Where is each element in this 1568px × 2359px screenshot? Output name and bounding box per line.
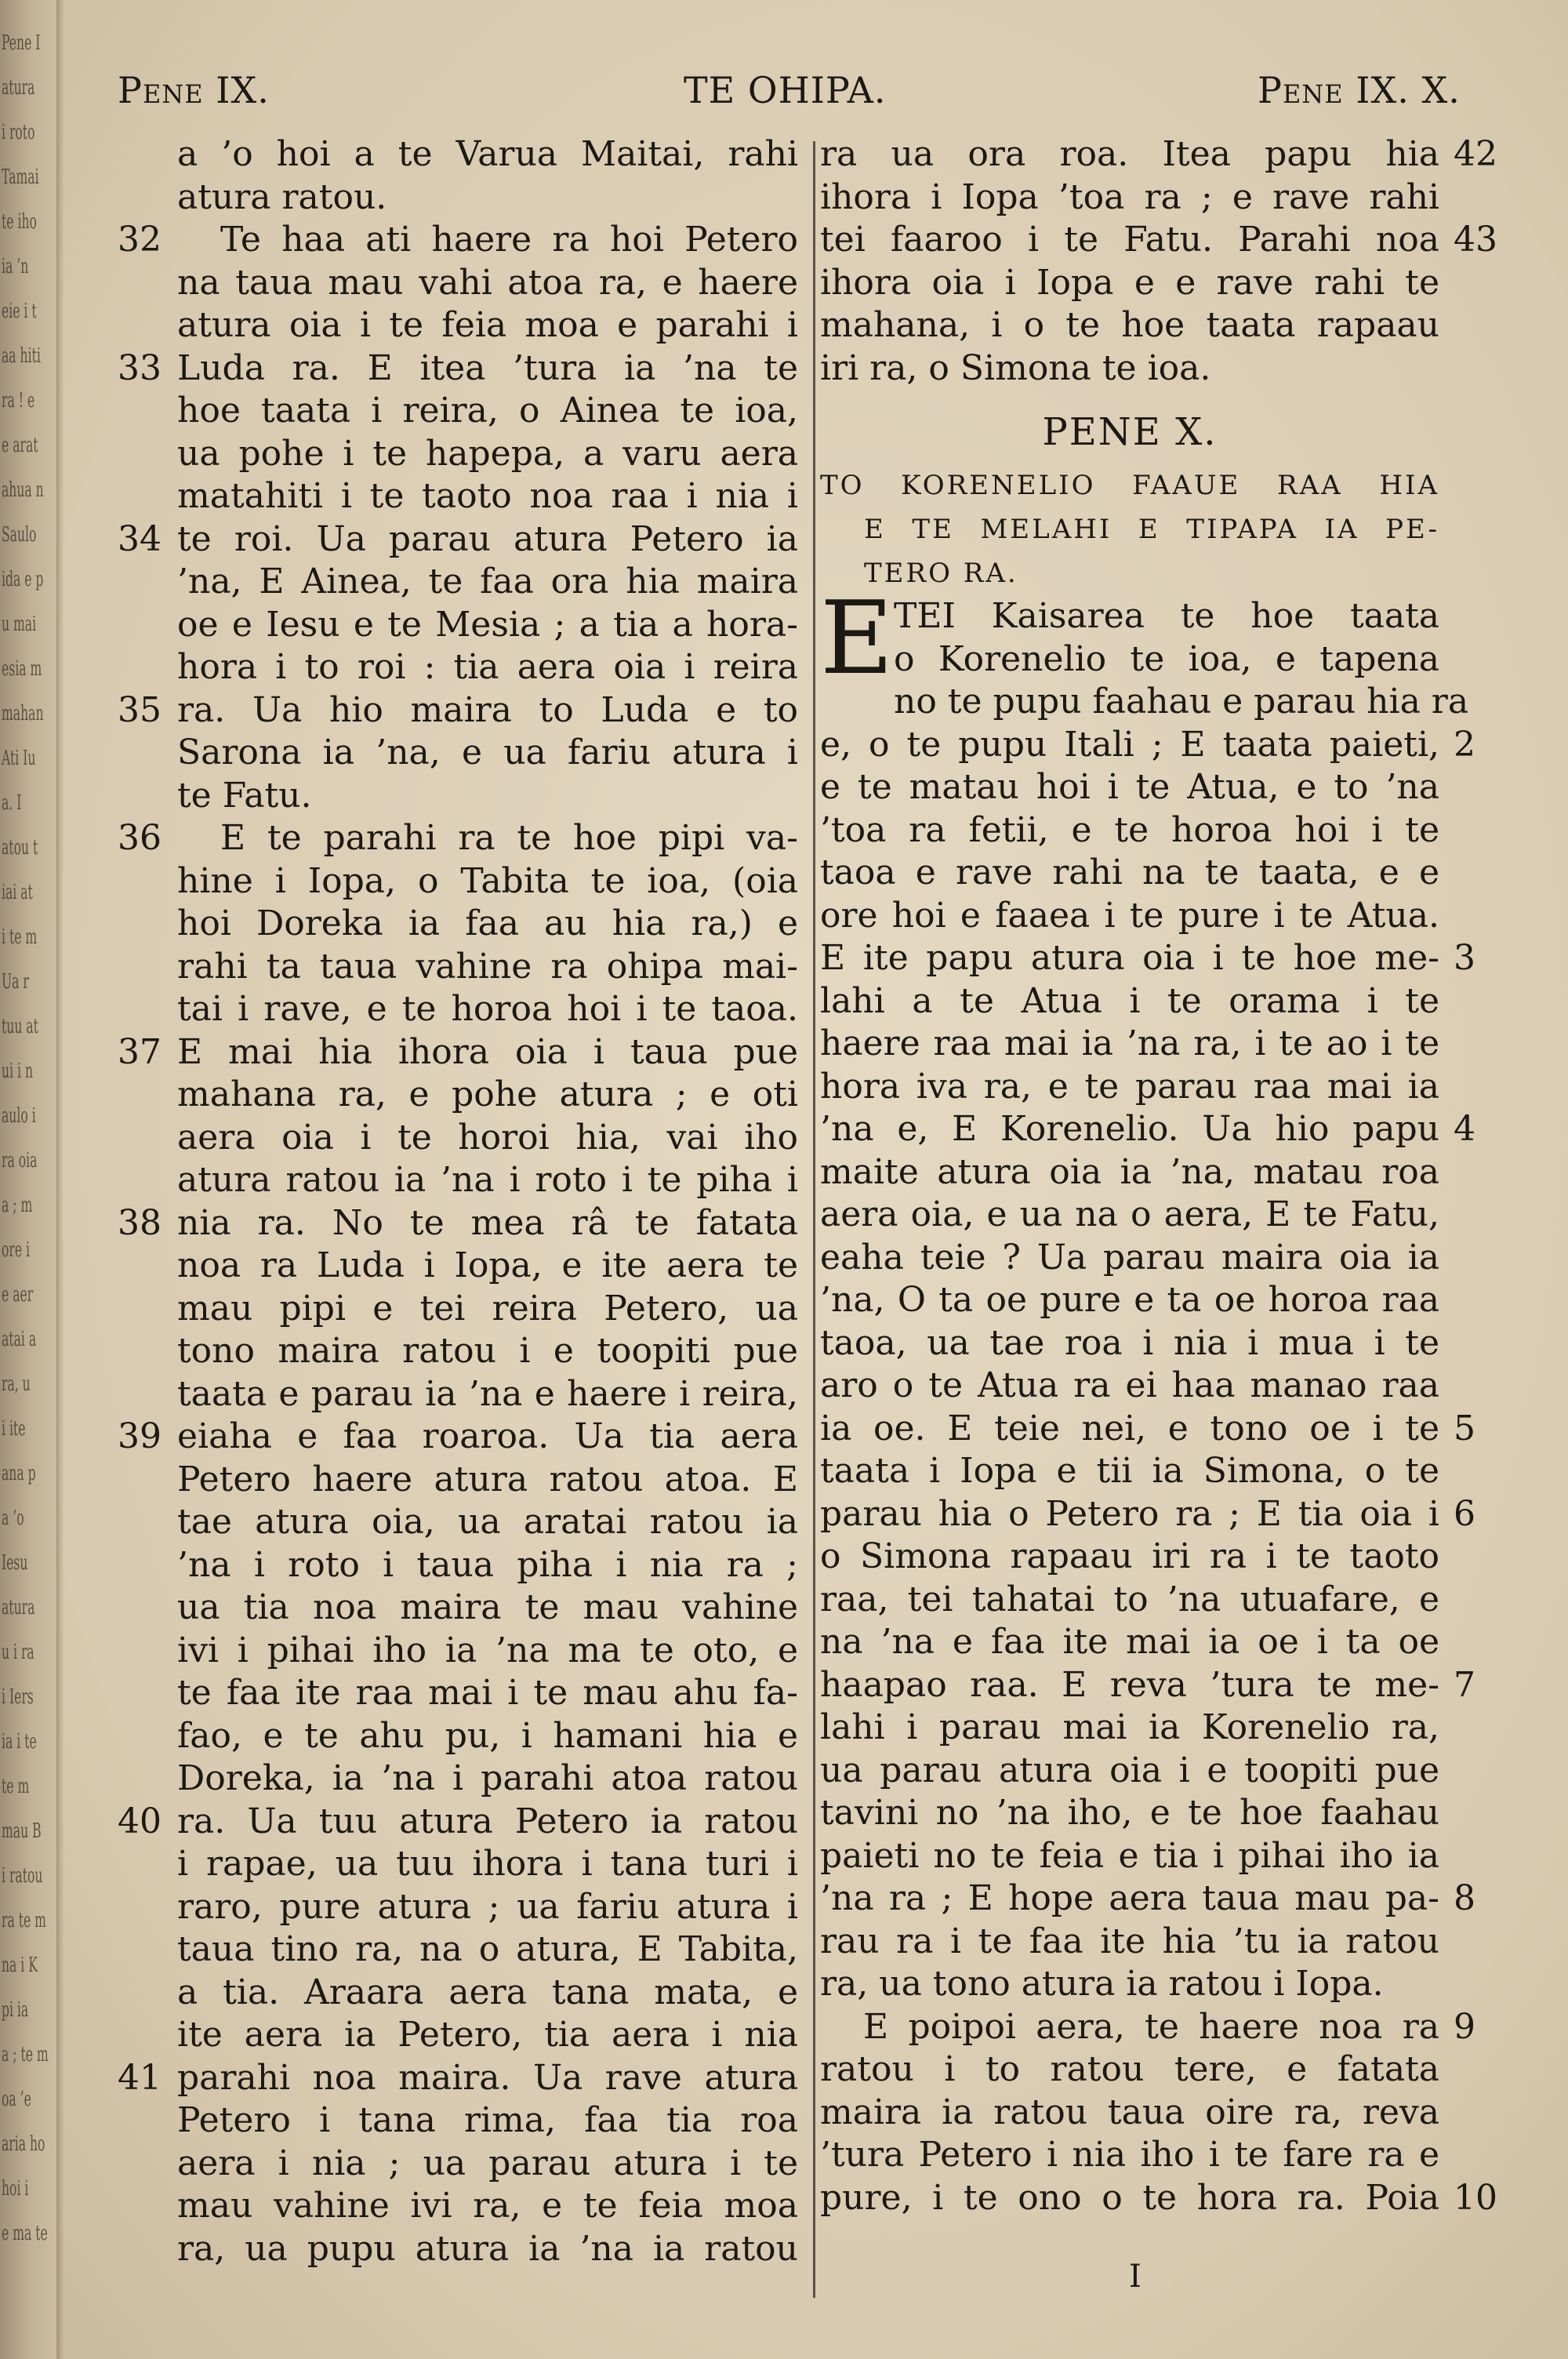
line-text: ihora oia i Iopa e e rave rahi te [820, 262, 1439, 303]
line-text: hoi Doreka ia faa au hia ra,) e [177, 903, 798, 943]
facing-page-fragment: Ua r [2, 970, 29, 994]
text-line [820, 2177, 1497, 2220]
facing-page-fragment: ana p [2, 1462, 36, 1485]
line-text: mahana ra, e pohe atura ; e oti [177, 1074, 798, 1114]
facing-page-fragment: ra ! e [2, 389, 35, 413]
line-text: fao, e te ahu pu, i hamani hia e [177, 1715, 798, 1756]
verse-number: 35 [118, 689, 162, 730]
facing-page-fragment: aa hiti [2, 344, 41, 368]
line-text: hine i Iopa, o Tabita te ioa, (oia [177, 860, 798, 901]
line-text: o Korenelio te ioa, e tapena [894, 638, 1439, 679]
text-line [118, 1202, 798, 1245]
text-line [820, 638, 1439, 682]
text-line [177, 1074, 798, 1117]
text-line [177, 775, 798, 818]
line-text: aera i nia ; ua parau atura i te [177, 2143, 798, 2183]
line-text: E te parahi ra te hoe pipi va- [220, 818, 798, 858]
text-line [820, 724, 1475, 767]
verse-number: 10 [1454, 2177, 1497, 2218]
signature-mark: I [1129, 2259, 1142, 2295]
text-line [820, 1151, 1439, 1194]
text-line [177, 390, 798, 433]
text-line [820, 262, 1439, 305]
line-text: parahi noa maira. Ua rave atura [177, 2057, 798, 2098]
text-line [118, 518, 798, 562]
facing-page-fragment: atou t [2, 836, 38, 860]
right-column [820, 133, 1497, 2219]
verse-number: 36 [118, 818, 162, 858]
text-line [177, 732, 798, 775]
text-line [177, 988, 798, 1031]
facing-page-fragment: u i ra [2, 1641, 34, 1664]
facing-page-fragment: Saulo [2, 523, 37, 547]
line-text: na ’na e faa ite mai ia oe i ta oe [820, 1622, 1439, 1662]
verse-number: 9 [1454, 2006, 1475, 2047]
line-text: Sarona ia ’na, e ua fariu atura i [177, 732, 798, 772]
line-text: taua tino ra, na o atura, E Tabita, [177, 1929, 798, 1969]
facing-page-fragment: Ati Iu [2, 747, 36, 770]
text-line [118, 2057, 798, 2100]
line-text: taoa, ua tae roa i nia i mua i te [820, 1322, 1439, 1363]
text-line [820, 1579, 1439, 1622]
facing-page-fragment: atura [2, 1596, 35, 1619]
line-text: taata e parau ia ’na e haere i reira, [177, 1373, 798, 1414]
text-line [820, 595, 1439, 638]
line-text: ra ua ora roa. Itea papu hia [820, 134, 1439, 174]
text-line [820, 809, 1439, 852]
facing-page-fragment: atura [2, 76, 35, 100]
text-line [820, 1108, 1475, 1151]
text-line [177, 1288, 798, 1331]
text-line [820, 1664, 1475, 1707]
text-line [177, 561, 798, 604]
text-line [177, 946, 798, 989]
line-text: hora iva ra, e te parau raa mai ia [820, 1066, 1439, 1107]
text-line [177, 262, 798, 305]
line-text: oe e Iesu e te Mesia ; a tia a hora- [177, 604, 798, 645]
running-head-left: Pene IX. [118, 69, 270, 111]
facing-page-fragment: eie i t [2, 300, 37, 323]
line-text: Luda ra. E itea ’tura ia ’na te [177, 347, 798, 388]
facing-page-fragment: e ma te [2, 2222, 48, 2245]
text-line [177, 433, 798, 476]
line-text: a ’o hoi a te Varua Maitai, rahi [177, 134, 798, 174]
line-text: eaha teie ? Ua parau maira oia ia [820, 1237, 1439, 1278]
text-line [118, 219, 798, 262]
line-text: noa ra Luda i Iopa, e ite aera te [177, 1245, 798, 1285]
line-text: ’na, E Ainea, te faa ora hia maira [177, 562, 798, 602]
summary-line: E TE MELAHI E TIPAPA IA PE- [864, 514, 1439, 545]
facing-page-fragment: i roto [2, 121, 35, 144]
line-text: ua parau atura oia i e toopiti pue [820, 1750, 1439, 1790]
line-text: haere raa mai ia ’na ra, i te ao i te [820, 1023, 1439, 1063]
facing-page-fragment: te m [2, 1775, 30, 1798]
line-text: ihora i Iopa ’toa ra ; e rave rahi [820, 176, 1439, 217]
facing-page-fragment: hoi i [2, 2177, 29, 2201]
line-text: ’toa ra fetii, e te horoa hoi i te [820, 809, 1439, 850]
chapter-summary [820, 463, 1439, 595]
facing-page-fragment: mahan [2, 702, 44, 725]
verse-number: 33 [118, 347, 162, 388]
line-text: raa, tei tahatai to ’na utuafare, e [820, 1579, 1439, 1619]
line-text: eiaha e faa roaroa. Ua tia aera [177, 1416, 798, 1456]
line-text: pure, i te ono o te hora ra. Poia [820, 2177, 1439, 2218]
line-text: nia ra. No te mea râ te fatata [177, 1202, 798, 1243]
line-text: a tia. Araara aera tana mata, e [177, 1972, 798, 2012]
column-divider [813, 141, 815, 2298]
verse-number: 4 [1454, 1109, 1475, 1149]
facing-page-fragment: aulo i [2, 1104, 36, 1128]
text-line [820, 1194, 1439, 1237]
line-text: mahana, i o te hoe taata rapaau [820, 305, 1439, 345]
text-line [177, 2099, 798, 2143]
facing-page-fragment: a. I [2, 791, 22, 815]
summary-line: TO KORENELIO FAAUE RAA HIA [820, 470, 1439, 501]
verse-number: 32 [118, 220, 162, 260]
text-line [820, 1450, 1439, 1493]
text-line [177, 1373, 798, 1416]
text-line [820, 347, 1439, 391]
line-text: TEI Kaisarea te hoe taata [894, 596, 1439, 636]
line-text: aro o te Atua ra ei haa manao raa [820, 1365, 1439, 1405]
facing-page-fragment: i Iers [2, 1685, 34, 1709]
facing-page-fragment: a ; m [2, 1194, 33, 1217]
facing-page-fragment: Iesu [2, 1551, 28, 1575]
facing-page-fragment: te iho [2, 210, 37, 234]
line-text: Petero haere atura ratou atoa. E [177, 1459, 798, 1499]
line-text: ’na, O ta oe pure e ta oe horoa raa [820, 1280, 1439, 1320]
text-line [177, 304, 798, 347]
text-line [177, 1330, 798, 1373]
facing-page-fragment: a ; te m [2, 2043, 49, 2066]
line-text: ite aera ia Petero, tia aera i nia [177, 2015, 798, 2055]
text-line [177, 604, 798, 647]
line-text: atura oia i te feia moa e parahi i [177, 305, 798, 345]
line-text: ua pohe i te hapepa, a varu aera [177, 433, 798, 474]
line-text: Te haa ati haere ra hoi Petero [220, 220, 798, 260]
facing-page-fragment: tuu at [2, 1015, 38, 1038]
text-line [820, 219, 1497, 262]
facing-page-fragment: ia ’n [2, 255, 29, 278]
line-text: e, o te pupu Itali ; E taata paieti, [820, 724, 1439, 765]
line-text: rau ra i te faa ite hia ’tu ia ratou [820, 1921, 1439, 1961]
text-line [177, 1672, 798, 1715]
facing-page-fragment: e aer [2, 1283, 34, 1307]
verse-number: 39 [118, 1416, 162, 1456]
text-line [177, 1843, 798, 1886]
text-line [820, 1023, 1439, 1066]
facing-page-fragment: ahua n [2, 478, 44, 502]
facing-page-fragment: ida e p [2, 568, 44, 591]
line-text: ’na i roto i taua piha i nia ra ; [177, 1544, 798, 1585]
line-text: lahi a te Atua i te orama i te [820, 980, 1439, 1021]
text-line [820, 1750, 1439, 1793]
line-text: ’na e, E Korenelio. Ua hio papu [820, 1109, 1439, 1149]
verse-number: 43 [1454, 220, 1497, 260]
line-text: lahi i parau mai ia Korenelio ra, [820, 1707, 1439, 1747]
text-line [820, 1322, 1439, 1365]
summary-line: TERO RA. [864, 558, 1018, 589]
line-text: atura ratou. [177, 176, 387, 217]
line-text: te Fatu. [177, 775, 312, 816]
facing-page-fragment: ore i [2, 1238, 31, 1262]
text-line [177, 1928, 798, 1972]
facing-page-fragment: ia i te [2, 1730, 37, 1754]
line-text: ra. Ua hio maira to Luda e to [177, 689, 798, 730]
text-line [177, 1630, 798, 1673]
text-line [820, 1877, 1475, 1921]
facing-page-fragment: ra, u [2, 1372, 31, 1396]
running-head-right: Pene IX. X. [1258, 69, 1461, 111]
facing-page-fragment: ra oia [2, 1149, 38, 1172]
facing-page-fragment: ra te m [2, 1909, 46, 1932]
text-line [820, 681, 1469, 724]
line-text: maira ia ratou taua oire ra, reva [820, 2092, 1439, 2132]
line-text: te faa ite raa mai i te mau ahu fa- [177, 1673, 798, 1713]
line-text: matahiti i te taoto noa raa i nia i [177, 476, 798, 516]
line-text: ua tia noa maira te mau vahine [177, 1587, 798, 1627]
facing-page-fragment: i te m [2, 925, 38, 949]
line-text: mau pipi e tei reira Petero, ua [177, 1288, 798, 1329]
line-text: hora i to roi : tia aera oia i reira [177, 647, 798, 687]
text-line [177, 1117, 798, 1160]
facing-page-fragment: mau B [2, 1819, 42, 1843]
text-line [177, 2228, 798, 2271]
verse-number: 38 [118, 1202, 162, 1243]
line-text: taoa e rave rahi na te taata, e e [820, 852, 1439, 892]
line-text: e te matau hoi i te Atua, e to ’na [820, 767, 1439, 807]
line-text: na taua mau vahi atoa ra, e haere [177, 262, 798, 303]
text-line [820, 1707, 1439, 1750]
text-line [820, 2134, 1439, 2177]
line-text: ’tura Petero i nia iho i te fare ra e [820, 2135, 1439, 2175]
text-line [820, 2092, 1439, 2135]
text-line [118, 1031, 798, 1074]
facing-page-fragment: e arat [2, 434, 38, 457]
text-line [820, 1493, 1475, 1536]
line-text: ivi i pihai iho ia ’na ma te oto, e [177, 1630, 798, 1670]
text-line [118, 347, 798, 391]
text-line [820, 1408, 1475, 1451]
text-line [820, 2006, 1475, 2049]
text-line [177, 133, 798, 176]
text-line [820, 1835, 1439, 1878]
text-line [820, 1536, 1439, 1579]
facing-page-fragment: na i K [2, 1954, 38, 1977]
facing-page-fragment: oa ’e [2, 2088, 31, 2111]
chapter-10-text [820, 580, 1497, 2219]
text-line [118, 817, 798, 860]
line-text: ore hoi e faaea i te pure i te Atua. [820, 895, 1439, 936]
text-line [820, 937, 1475, 980]
text-line [820, 852, 1439, 895]
verse-number: 42 [1454, 134, 1497, 174]
text-line [177, 1544, 798, 1587]
text-line [820, 304, 1439, 347]
line-text: taata i Iopa e tii ia Simona, o te [820, 1451, 1439, 1491]
line-text: ra, ua tono atura ia ratou i Iopa. [820, 1964, 1384, 2004]
verse-number: 2 [1454, 724, 1475, 765]
verse-number: 6 [1454, 1493, 1475, 1534]
line-text: iri ra, o Simona te ioa. [820, 347, 1211, 388]
line-text: atura ratou ia ’na i roto i te piha i [177, 1160, 798, 1200]
text-line [177, 1757, 798, 1801]
line-text: no te pupu faahau e parau hia ra [894, 682, 1469, 722]
text-line [820, 895, 1439, 938]
facing-page-fragment: Pene I [2, 31, 41, 55]
text-line [820, 1237, 1439, 1280]
text-line [820, 1921, 1439, 1964]
line-text: aera oia, e ua na o aera, E te Fatu, [820, 1194, 1439, 1234]
line-text: haapao raa. E reva ’tura te me- [820, 1664, 1439, 1705]
text-line [177, 1715, 798, 1758]
verse-number: 3 [1454, 938, 1475, 978]
facing-page-fragment: iai at [2, 881, 33, 904]
text-line [177, 1587, 798, 1630]
text-line [177, 1972, 798, 2015]
facing-page-fragment: Tamai [2, 165, 39, 189]
text-line [820, 766, 1439, 809]
line-text: tei faaroo i te Fatu. Parahi noa [820, 220, 1439, 260]
line-text: maite atura oia ia ’na, matau roa [820, 1151, 1439, 1192]
text-line [118, 1416, 798, 1459]
text-line [820, 1621, 1439, 1664]
line-text: ratou i to ratou tere, e fatata [820, 2049, 1439, 2089]
line-text: tono maira ratou i e toopiti pue [177, 1331, 798, 1371]
text-line [177, 903, 798, 946]
facing-page-fragment: a ’o [2, 1507, 24, 1530]
line-text: hoe taata i reira, o Ainea te ioa, [177, 391, 798, 431]
text-line [177, 1886, 798, 1929]
line-text: E poipoi aera, te haere noa ra [863, 2006, 1439, 2047]
text-line [820, 2048, 1439, 2092]
text-line [820, 133, 1497, 176]
chapter-title: PENE X. [1042, 410, 1218, 454]
line-text: i rapae, ua tuu ihora i tana turi i [177, 1844, 798, 1884]
facing-page-fragment: aria ho [2, 2132, 45, 2156]
verse-number: 5 [1454, 1408, 1475, 1448]
line-text: Doreka, ia ’na i parahi atoa ratou [177, 1758, 798, 1798]
text-line [118, 1801, 798, 1844]
line-text: o Simona rapaau iri ra i te taoto [820, 1536, 1439, 1576]
text-line [820, 176, 1439, 220]
text-line [177, 2185, 798, 2228]
facing-page-fragment: u mai [2, 612, 37, 636]
line-text: rahi ta taua vahine ra ohipa mai- [177, 946, 798, 987]
left-column [118, 133, 798, 2270]
text-line [820, 1066, 1439, 1109]
text-line [177, 2143, 798, 2186]
text-line [118, 689, 798, 732]
text-line [820, 1279, 1439, 1322]
line-text: E mai hia ihora oia i taua pue [177, 1031, 798, 1072]
line-text: tavini no ’na iho, e te hoe faahau [820, 1793, 1439, 1833]
facing-page-fragment: i ratou [2, 1864, 43, 1888]
line-text: tae atura oia, ua aratai ratou ia [177, 1502, 798, 1542]
text-line [820, 1963, 1439, 2006]
text-line [177, 475, 798, 518]
facing-page-fragment: esia m [2, 657, 42, 681]
verse-number: 40 [118, 1801, 162, 1841]
line-text: mau vahine ivi ra, e te feia moa [177, 2186, 798, 2226]
verse-number: 8 [1454, 1878, 1475, 1918]
text-line [177, 1459, 798, 1502]
line-text: Petero i tana rima, faa tia roa [177, 2100, 798, 2140]
line-text: ia oe. E teie nei, e tono oe i te [820, 1408, 1439, 1448]
text-line [177, 1159, 798, 1202]
verse-number: 34 [118, 518, 162, 559]
verse-number: 7 [1454, 1664, 1475, 1705]
book-gutter-shadow [56, 0, 64, 2359]
line-text: E ite papu atura oia i te hoe me- [820, 938, 1439, 978]
text-line [177, 176, 798, 220]
facing-page-fragment: i ite [2, 1417, 26, 1441]
line-text: tai i rave, e te horoa hoi i te taoa. [177, 989, 798, 1029]
text-line [820, 980, 1439, 1023]
line-text: raro, pure atura ; ua fariu atura i [177, 1886, 798, 1927]
drop-cap: E [820, 580, 894, 697]
verse-number: 37 [118, 1031, 162, 1072]
text-line [177, 860, 798, 903]
text-line [177, 1501, 798, 1544]
facing-page-fragment: atai a [2, 1328, 37, 1351]
text-line [820, 1792, 1439, 1835]
line-text: ’na ra ; E hope aera taua mau pa- [820, 1878, 1439, 1918]
line-text: ra, ua pupu atura ia ’na ia ratou [177, 2228, 798, 2269]
text-line [820, 1365, 1439, 1408]
line-text: parau hia o Petero ra ; E tia oia i [820, 1493, 1439, 1534]
text-line [177, 1245, 798, 1288]
facing-page-edge [0, 0, 58, 2359]
facing-page-fragment: ui i n [2, 1060, 33, 1083]
facing-page-fragment: pi ia [2, 1998, 29, 2022]
running-head-title: TE OHIPA. [684, 69, 887, 111]
chapter-9-conclusion [820, 133, 1497, 390]
text-line [177, 2014, 798, 2057]
line-text: te roi. Ua parau atura Petero ia [177, 518, 798, 559]
line-text: aera oia i te horoi hia, vai iho [177, 1117, 798, 1158]
verse-number: 41 [118, 2057, 162, 2098]
line-text: paieti no te feia e tia i pihai iho ia [820, 1835, 1439, 1876]
text-line [177, 646, 798, 689]
line-text: ra. Ua tuu atura Petero ia ratou [177, 1801, 798, 1841]
